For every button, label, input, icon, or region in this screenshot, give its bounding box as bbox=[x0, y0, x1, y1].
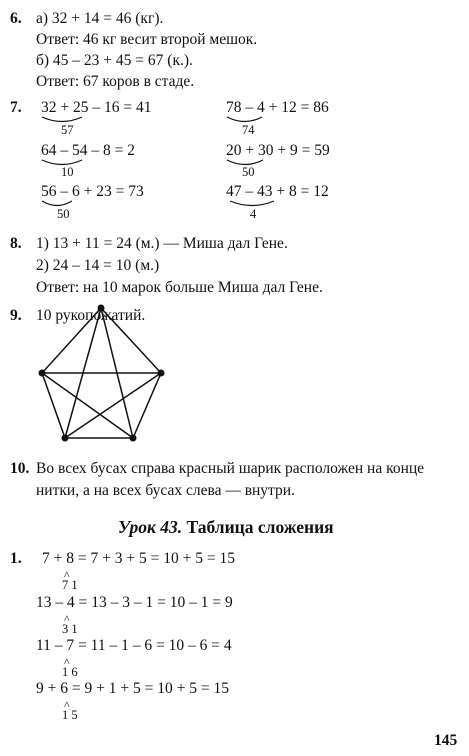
task-1-row-4: 9 + 6 = 9 + 1 + 5 = 10 + 5 = 15 bbox=[36, 680, 229, 697]
task-1-split-3: 1 6 bbox=[62, 665, 78, 679]
task-7-number: 7. bbox=[10, 99, 22, 116]
task-9-text: 10 рукопожатий. bbox=[36, 307, 146, 324]
task-6-line-2: Ответ: 46 кг весит второй мешок. bbox=[36, 31, 258, 48]
task-10-number: 10. bbox=[10, 460, 30, 477]
task-1-caret-1: ^ bbox=[64, 568, 70, 582]
task-6-number: 6. bbox=[10, 10, 22, 27]
task-9-number: 9. bbox=[10, 307, 22, 324]
task-7-sub-6: 4 bbox=[250, 207, 257, 221]
task-8-line-2: 2) 24 – 14 = 10 (м.) bbox=[36, 257, 160, 274]
brace-3 bbox=[42, 160, 82, 165]
task-8-line-1: 1) 13 + 11 = 24 (м.) — Миша дал Гене. bbox=[36, 235, 288, 252]
brace-1 bbox=[42, 117, 82, 122]
task-1-caret-4: ^ bbox=[64, 698, 70, 712]
task-1-row-3: 11 – 7 = 11 – 1 – 6 = 10 – 6 = 4 bbox=[36, 637, 232, 654]
vertex-bottom-left bbox=[62, 435, 69, 442]
task-8-line-3: Ответ: на 10 марок больше Миша дал Гене. bbox=[36, 279, 323, 296]
vertex-right bbox=[158, 370, 165, 377]
vertex-left bbox=[39, 370, 46, 377]
task-7-expr-4: 20 + 30 + 9 = 59 bbox=[226, 142, 330, 159]
task-7-sub-4: 50 bbox=[242, 165, 255, 179]
task-1-split-1: 7 1 bbox=[62, 578, 78, 592]
task-7-expr-5: 56 – 6 + 23 = 73 bbox=[41, 183, 144, 200]
task-7-sub-5: 50 bbox=[57, 207, 70, 221]
task-8-number: 8. bbox=[10, 235, 22, 252]
task-6-line-1: а) 32 + 14 = 46 (кг). bbox=[36, 10, 164, 27]
task-7-sub-2: 74 bbox=[242, 123, 255, 137]
task-1-split-4: 1 5 bbox=[62, 708, 78, 722]
task-1-caret-2: ^ bbox=[64, 612, 70, 626]
page-number: 145 bbox=[434, 732, 458, 749]
task-1-row-2: 13 – 4 = 13 – 3 – 1 = 10 – 1 = 9 bbox=[36, 594, 233, 611]
task-7-expr-2: 78 – 4 + 12 = 86 bbox=[226, 99, 329, 116]
task-7-expr-1: 32 + 25 – 16 = 41 bbox=[41, 99, 152, 116]
task-7-expr-3: 64 – 54 – 8 = 2 bbox=[41, 142, 135, 159]
task-7-sub-1: 57 bbox=[61, 123, 74, 137]
brace-2 bbox=[227, 117, 262, 122]
task-10-line-2: нитки, а на всех бусах слева — внутри. bbox=[36, 482, 295, 499]
brace-6 bbox=[230, 201, 274, 206]
task-1-caret-3: ^ bbox=[64, 655, 70, 669]
task-7-sub-3: 10 bbox=[61, 165, 74, 179]
vertex-bottom-right bbox=[130, 435, 137, 442]
task-7-expr-6: 47 – 43 + 8 = 12 bbox=[226, 183, 329, 200]
task-6-line-3: б) 45 – 23 + 45 = 67 (к.). bbox=[36, 52, 193, 69]
task-6-line-4: Ответ: 67 коров в стаде. bbox=[36, 73, 195, 90]
task-1-row-1: 7 + 8 = 7 + 3 + 5 = 10 + 5 = 15 bbox=[42, 550, 235, 567]
brace-4 bbox=[227, 160, 263, 165]
brace-5 bbox=[42, 201, 72, 206]
task-10-line-1: Во всех бусах справа красный шарик расположен на конце bbox=[36, 460, 425, 477]
task-1-number: 1. bbox=[10, 550, 22, 567]
lesson-title: Таблица сложения bbox=[186, 517, 334, 537]
handshake-diagram bbox=[42, 308, 161, 438]
lesson-heading bbox=[118, 519, 334, 537]
lesson-number: Урок 43. bbox=[118, 517, 183, 537]
task-1-split-2: 3 1 bbox=[62, 622, 78, 636]
